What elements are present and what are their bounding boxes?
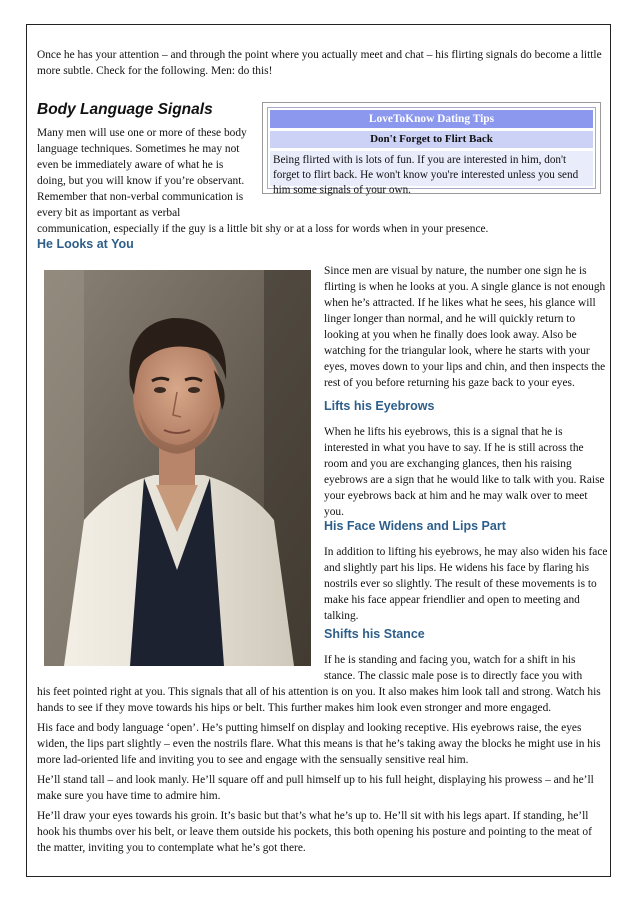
body-language-line: communication, especially if the guy is a little bit shy or at a loss for words when in your presence. [37,223,489,235]
dating-tips-body: Being flirted with is lots of fun. If you are interested in him, don't forget to flirt back. He won't know you're interested unless you send him some signals of your own. [270,151,593,186]
body-language-line: every bit as important as verbal [37,207,181,219]
paragraph-groin: He’ll draw your eyes towards his groin. It’s basic but that’s what he’s up to. He’ll sit with his legs apart. If standing, he’ll hook his thumbs over his belt, or leave them outside his pockets, this both opening his posture and pointing to the meat of the matter, inviting you to contemplate what he’s got there. [37,810,592,854]
dating-tips-box [262,102,601,194]
body-language-line: even be immediately aware of what he is [37,159,224,171]
body-language-line: language techniques. Sometimes he may not [37,143,240,155]
body-language-line: Many men will use one or more of these body [37,127,247,139]
section-heading-face: His Face Widens and Lips Part [324,519,506,533]
intro-paragraph: Once he has your attention – and through the point where you actually meet and chat – his flirting signals do become a little more subtle. Check for the following. Men: do this! [37,49,602,77]
paragraph-open: His face and body language ‘open’. He’s putting himself on display and looking receptive. His eyebrows raise, the eyes widen, the lips part slightly – even the nostrils flare. What this means is that he’s taking away the blocks he might use in his more lad-oriented life and inviting you to see and engage with the sensually sensitive real him. [37,722,601,766]
section-text-looks: Since men are visual by nature, the number one sign he is flirting is when he looks at you. A single glance is not enough when he’s attracted. If he likes what he sees, his glance will linger longer than normal, and he will quickly return to looking at you when he finally does look away. Also be watching for the triangular look, where he starts with your eyes, moves down to your lips and chin, and then inspects the rest of you before returning his gaze back to your eyes. [324,265,606,389]
paragraph-stand-tall: He’ll stand tall – and look manly. He’ll square off and pull himself up to his full height, displaying his prowess – and he’ll make sure you have time to admire him. [37,774,594,802]
section-heading-looks: He Looks at You [37,237,134,251]
section-text-stance-rest: his feet pointed right at you. This signals that all of his attention is on you. It also makes him look tall and strong. Watch his hands to see if they move towards his hips or belt. This further makes him look even stronger and more engaged. [37,686,601,714]
section-text-eyebrows: When he lifts his eyebrows, this is a signal that he is interested in what you have to say. If he is still across the room and you are exchanging glances, then his raising eyebrows are a sign that he would like to talk with you. Raise your eyebrows back at him and he may walk over to meet you. [324,426,605,518]
body-language-line: Remember that non-verbal communication is [37,191,244,203]
man-portrait-photo [44,270,311,666]
section-heading-eyebrows: Lifts his Eyebrows [324,399,435,413]
dating-tips-inner [267,107,596,196]
section-text-stance-top: If he is standing and facing you, watch for a shift in his stance. The classic male pose is to directly face you with [324,654,583,682]
dating-tips-subtitle: Don't Forget to Flirt Back [270,131,593,148]
section-heading-stance: Shifts his Stance [324,627,425,641]
portrait-illustration [44,270,311,666]
dating-tips-title: LoveToKnow Dating Tips [270,110,593,128]
body-language-line: doing, but you will know if you’re observant. [37,175,245,187]
body-language-heading: Body Language Signals [37,101,213,118]
section-text-face: In addition to lifting his eyebrows, he may also widen his face and slightly part his lips. He widens his face by flaring his nostrils ever so slightly. The result of these movements is to make his face appear friendlier and open to meeting and talking. [324,546,608,622]
